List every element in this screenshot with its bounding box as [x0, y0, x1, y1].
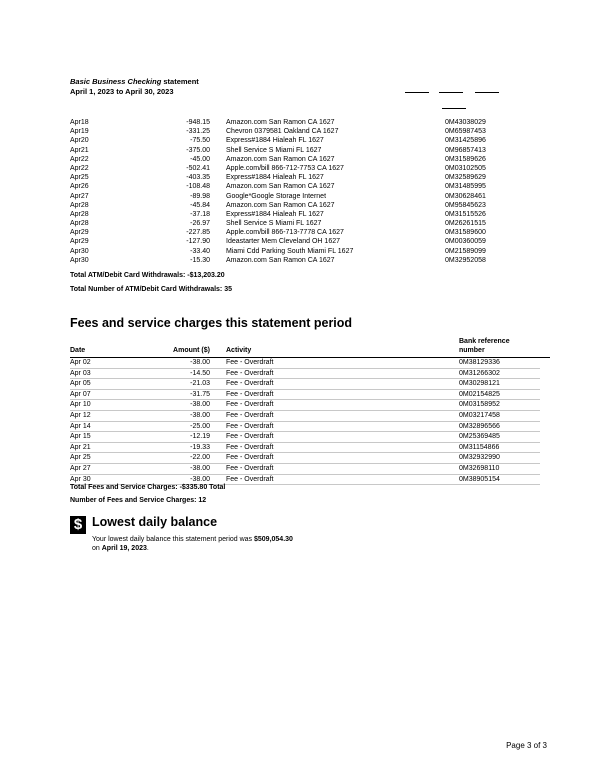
fee-date: Apr 27 — [70, 464, 91, 472]
fee-activity: Fee - Overdraft — [226, 475, 274, 483]
fee-activity: Fee - Overdraft — [226, 401, 274, 409]
transaction-reference: 0M32589629 — [445, 174, 486, 182]
transaction-amount: -331.25 — [186, 128, 210, 136]
transaction-amount: -127.90 — [186, 238, 210, 246]
fee-row — [70, 443, 540, 454]
transaction-reference: 0M31485995 — [445, 183, 486, 191]
transaction-reference: 0M00360059 — [445, 238, 486, 246]
transaction-row — [70, 127, 540, 136]
transaction-amount: -502.41 — [186, 164, 210, 172]
fee-amount: -25.00 — [190, 422, 210, 430]
transaction-date: Apr29 — [70, 238, 89, 246]
fee-row — [70, 390, 540, 401]
fee-reference: 0M38129336 — [459, 359, 500, 366]
transaction-date: Apr26 — [70, 183, 89, 191]
fee-activity: Fee - Overdraft — [226, 359, 274, 366]
transaction-row — [70, 136, 540, 145]
fee-date: Apr 30 — [70, 475, 91, 483]
transaction-description: Ideastarter Mem Cleveland OH 1627 — [226, 238, 340, 246]
transaction-row — [70, 155, 540, 164]
fee-reference: 0M31266302 — [459, 369, 500, 377]
transaction-date: Apr30 — [70, 256, 89, 264]
transaction-row — [70, 228, 540, 237]
transaction-reference: 0M31515526 — [445, 210, 486, 218]
transaction-amount: -15.30 — [190, 256, 210, 264]
fee-date: Apr 10 — [70, 401, 91, 409]
transaction-date: Apr25 — [70, 174, 89, 182]
fee-reference: 0M38905154 — [459, 475, 500, 483]
fee-activity: Fee - Overdraft — [226, 433, 274, 441]
fee-activity: Fee - Overdraft — [226, 390, 274, 398]
fee-amount: -38.00 — [190, 464, 210, 472]
lowest-balance-title: Lowest daily balance — [92, 515, 218, 529]
transaction-date: Apr18 — [70, 119, 89, 126]
lowest-balance-prefix: Your lowest daily balance this statement period was — [92, 536, 254, 543]
transaction-row — [70, 146, 540, 155]
transaction-row — [70, 210, 540, 219]
fee-row — [70, 422, 540, 433]
transaction-amount: -37.18 — [190, 210, 210, 218]
transaction-date: Apr29 — [70, 229, 89, 237]
transaction-description: Shell Service S Miami FL 1627 — [226, 146, 322, 154]
transaction-description: Apple.com/bill 866-712-7753 CA 1627 — [226, 164, 344, 172]
header-rule — [405, 92, 429, 93]
header-rule — [439, 92, 463, 93]
transaction-row — [70, 247, 540, 256]
fee-date: Apr 25 — [70, 454, 91, 462]
transaction-amount: -45.84 — [190, 201, 210, 209]
transaction-amount: -948.15 — [186, 119, 210, 126]
transaction-date: Apr27 — [70, 192, 89, 200]
transaction-description: Shell Service S Miami FL 1627 — [226, 220, 322, 228]
transaction-reference: 0M32952058 — [445, 256, 486, 264]
transaction-reference: 0M21589099 — [445, 247, 486, 255]
transaction-date: Apr20 — [70, 137, 89, 145]
fee-row — [70, 432, 540, 443]
fee-date: Apr 12 — [70, 411, 91, 419]
fee-activity: Fee - Overdraft — [226, 380, 274, 388]
transaction-row — [70, 201, 540, 210]
transaction-description: Express#1884 Hialeah FL 1627 — [226, 137, 324, 145]
transaction-amount: -108.48 — [186, 183, 210, 191]
fees-col-activity: Activity — [226, 346, 252, 354]
lowest-balance-mid: on — [92, 545, 102, 552]
dollar-icon: $ — [70, 516, 86, 534]
fee-amount: -38.00 — [190, 475, 210, 483]
fee-amount: -31.75 — [190, 390, 210, 398]
transaction-date: Apr30 — [70, 247, 89, 255]
transaction-reference: 0M95845623 — [445, 201, 486, 209]
fee-reference: 0M03217458 — [459, 411, 500, 419]
fees-col-amount: Amount ($) — [173, 346, 210, 354]
fee-activity: Fee - Overdraft — [226, 422, 274, 430]
transaction-row — [70, 237, 540, 246]
transaction-row — [70, 118, 540, 127]
fee-row — [70, 464, 540, 475]
fee-amount: -19.33 — [190, 443, 210, 451]
transaction-description: Amazon.com San Ramon CA 1627 — [226, 201, 335, 209]
fee-date: Apr 15 — [70, 433, 91, 441]
fee-reference: 0M30298121 — [459, 380, 500, 388]
page-number: Page 3 of 3 — [506, 741, 547, 750]
transaction-amount: -26.97 — [190, 220, 210, 228]
transaction-description: Chevron 0379581 Oakland CA 1627 — [226, 128, 339, 136]
lowest-balance-amount: $509,054.30 — [254, 536, 293, 543]
transaction-date: Apr28 — [70, 201, 89, 209]
fees-table-header — [70, 331, 550, 358]
fees-section-title: Fees and service charges this statement period — [70, 316, 353, 330]
statement-word: statement — [161, 77, 199, 86]
transaction-reference: 0M31425896 — [445, 137, 486, 145]
fee-amount: -38.00 — [190, 359, 210, 366]
transaction-reference: 0M96857413 — [445, 146, 486, 154]
account-type: Basic Business Checking — [70, 77, 162, 86]
transaction-row — [70, 219, 540, 228]
transaction-reference: 0M43038029 — [445, 119, 486, 126]
total-withdrawals-count: Total Number of ATM/Debit Card Withdrawals: 35 — [70, 286, 232, 293]
transaction-amount: -89.98 — [190, 192, 210, 200]
header-rules — [0, 86, 600, 116]
fee-date: Apr 21 — [70, 443, 91, 451]
fee-date: Apr 14 — [70, 422, 91, 430]
transaction-row — [70, 256, 540, 265]
fee-amount: -12.19 — [190, 433, 210, 441]
lowest-balance-date: April 19, 2023 — [101, 545, 147, 552]
transaction-description: Express#1884 Hialeah FL 1627 — [226, 210, 324, 218]
fee-activity: Fee - Overdraft — [226, 464, 274, 472]
transaction-reference: 0M31589600 — [445, 229, 486, 237]
transaction-row — [70, 182, 540, 191]
fee-reference: 0M32932990 — [459, 454, 500, 462]
transaction-date: Apr21 — [70, 146, 89, 154]
transaction-description: Amazon.com San Ramon CA 1627 — [226, 155, 335, 163]
fee-amount: -22.00 — [190, 454, 210, 462]
transaction-amount: -403.35 — [186, 174, 210, 182]
fee-activity: Fee - Overdraft — [226, 411, 274, 419]
lowest-balance-end: . — [146, 545, 149, 552]
transaction-amount: -375.00 — [186, 146, 210, 154]
fee-activity: Fee - Overdraft — [226, 369, 274, 377]
statement-period: April 1, 2023 to April 30, 2023 — [70, 86, 174, 96]
fee-date: Apr 02 — [70, 359, 91, 366]
transaction-reference: 0M30628461 — [445, 192, 486, 200]
transaction-description: Google*Google Storage Internet — [226, 192, 327, 200]
lowest-balance-text — [92, 535, 392, 553]
fee-amount: -21.03 — [190, 380, 210, 388]
transaction-row — [70, 164, 540, 173]
header-rule — [442, 108, 466, 109]
fee-activity: Fee - Overdraft — [226, 443, 274, 451]
fee-date: Apr 03 — [70, 369, 91, 377]
transaction-amount: -75.50 — [190, 137, 210, 145]
fee-row — [70, 369, 540, 380]
transaction-description: Express#1884 Hialeah FL 1627 — [226, 174, 324, 182]
fees-table — [70, 358, 540, 485]
fee-reference: 0M32698110 — [459, 464, 500, 472]
transaction-reference: 0M65987453 — [445, 128, 486, 136]
header-rule — [475, 92, 499, 93]
transaction-description: Amazon.com San Ramon CA 1627 — [226, 119, 335, 126]
fees-col-date: Date — [70, 346, 86, 354]
fee-row — [70, 411, 540, 422]
fees-col-ref: Bank reference number — [459, 338, 510, 354]
fee-row — [70, 379, 540, 390]
fee-date: Apr 07 — [70, 390, 91, 398]
transaction-date: Apr22 — [70, 155, 89, 163]
fee-row — [70, 453, 540, 464]
fee-activity: Fee - Overdraft — [226, 454, 274, 462]
transaction-description: Miami Cdd Parking South Miami FL 1627 — [226, 247, 354, 255]
transaction-reference: 0M26261515 — [445, 220, 486, 228]
fee-reference: 0M32896566 — [459, 422, 500, 430]
transaction-date: Apr22 — [70, 164, 89, 172]
transaction-date: Apr19 — [70, 128, 89, 136]
fee-reference: 0M03158952 — [459, 401, 500, 409]
transaction-list — [70, 118, 540, 265]
transaction-reference: 0M03102505 — [445, 164, 486, 172]
fee-reference: 0M25369485 — [459, 433, 500, 441]
fee-amount: -14.50 — [190, 369, 210, 377]
transaction-description: Amazon.com San Ramon CA 1627 — [226, 183, 335, 191]
fees-count: Number of Fees and Service Charges: 12 — [70, 497, 207, 504]
transaction-description: Apple.com/bill 866-713-7778 CA 1627 — [226, 229, 344, 237]
transaction-description: Amazon.com San Ramon CA 1627 — [226, 256, 335, 264]
fee-reference: 0M02154825 — [459, 390, 500, 398]
fee-amount: -38.00 — [190, 401, 210, 409]
fee-row — [70, 400, 540, 411]
transaction-date: Apr28 — [70, 220, 89, 228]
fee-date: Apr 05 — [70, 380, 91, 388]
fee-row — [70, 358, 540, 369]
total-withdrawals: Total ATM/Debit Card Withdrawals: -$13,203.20 — [70, 272, 225, 279]
transaction-row — [70, 173, 540, 182]
transaction-row — [70, 192, 540, 201]
transaction-date: Apr28 — [70, 210, 89, 218]
transaction-reference: 0M31589626 — [445, 155, 486, 163]
fee-reference: 0M31154866 — [459, 443, 500, 451]
transaction-amount: -227.85 — [186, 229, 210, 237]
fee-amount: -38.00 — [190, 411, 210, 419]
transaction-amount: -33.40 — [190, 247, 210, 255]
transaction-amount: -45.00 — [190, 155, 210, 163]
fees-total: Total Fees and Service Charges: -$335.80 Total — [70, 484, 226, 491]
